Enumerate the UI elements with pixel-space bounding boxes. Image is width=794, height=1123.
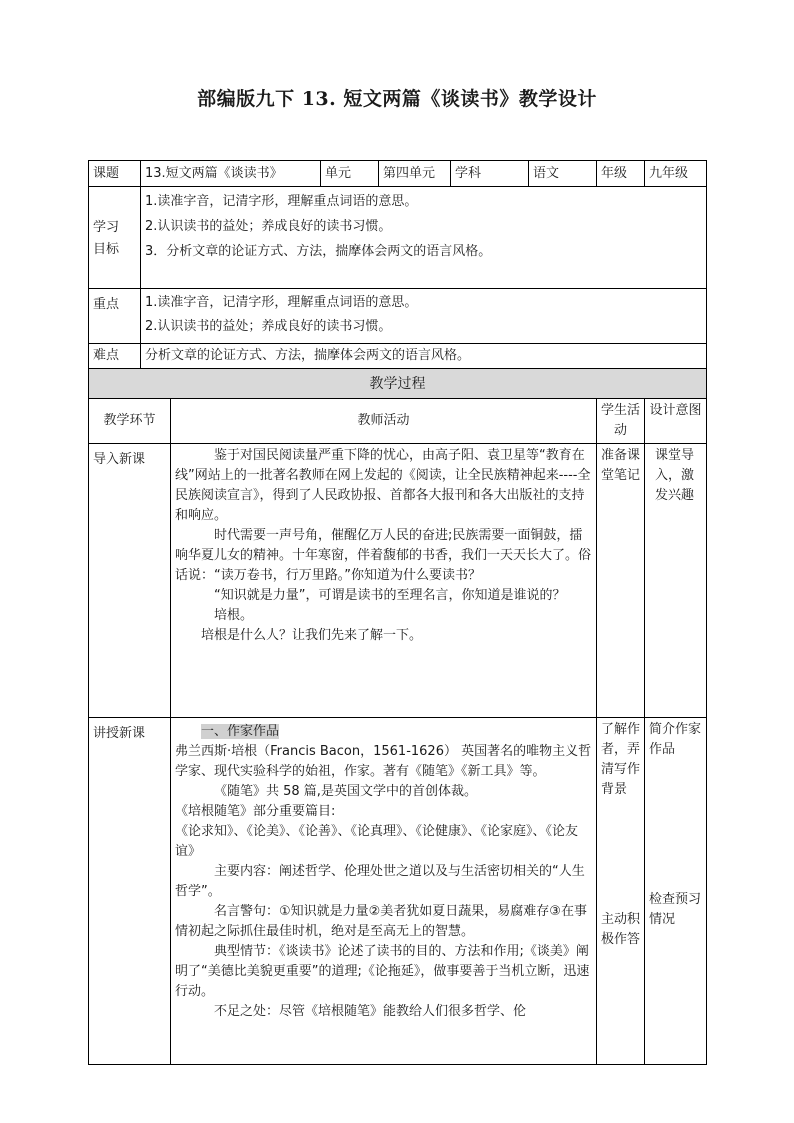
lesson-plan-table: [88, 160, 707, 1065]
design-intent-2: 检查预习情况: [649, 892, 702, 927]
student-activity-1: 了解作者，弄清写作背景: [601, 722, 641, 797]
section-heading: [175, 722, 592, 742]
student-activity: 准备课堂笔记: [597, 444, 645, 718]
goals-label-line-2: 目标: [93, 242, 120, 257]
teacher-activity: [171, 444, 597, 718]
grade-key: 年级: [597, 161, 645, 187]
keypoint-item: 2.认识读书的益处；养成良好的读书习惯。: [145, 319, 392, 334]
difficulty-row: [89, 344, 707, 369]
teacher-paragraph: 典型情节：《谈读书》论述了读书的目的、方法和作用;《谈美》阐明了“美德比美貌更重要”的道理;《论拖延》，做事要善于当机立断，迅速行动。: [175, 944, 590, 999]
subject-key: 学科: [451, 161, 529, 187]
unit-value: 第四单元: [379, 161, 451, 187]
goals-label-line-1: 学习: [93, 220, 120, 235]
col-intent-header: 设计意图: [645, 399, 707, 444]
stage-label: 导入新课: [89, 444, 171, 718]
subject-value: 语文: [529, 161, 597, 187]
unit-key: 单元: [321, 161, 379, 187]
goals-row: [89, 187, 707, 289]
teacher-paragraph: 培根是什么人？让我们先来了解一下。: [201, 628, 423, 643]
document-title: 部编版九下 13. 短文两篇《谈读书》教学设计: [197, 88, 597, 110]
teacher-paragraph: 名言警句：①知识就是力量②美者犹如夏日蔬果，易腐难存③在事情初起之际抓住最佳时机，绝对是至高无上的智慧。: [175, 904, 587, 939]
goal-item: 2.认识读书的益处；养成良好的读书习惯。: [145, 219, 392, 234]
grade-value: 九年级: [645, 161, 707, 187]
teacher-paragraph: 主要内容：阐述哲学、伦理处世之道以及与生活密切相关的“人生哲学”。: [175, 864, 585, 899]
design-intent: 课堂导入，激发兴趣: [645, 444, 707, 718]
topic-key: 课题: [89, 161, 141, 187]
process-header: 教学过程: [89, 369, 707, 399]
teacher-paragraph: 时代需要一声号角，催醒亿万人民的奋进;民族需要一面铜鼓，擂响华夏儿女的精神。十年寒窗，伴着馥郁的书香，我们一天天长大了。俗话说：“读万卷书，行万里路。”你知道为什么要读书？: [175, 528, 592, 583]
design-intent-1: 简介作家作品: [649, 722, 702, 757]
keypoints-row: [89, 289, 707, 344]
keypoints-content: [141, 289, 707, 344]
teacher-activity: [171, 718, 597, 1065]
teacher-paragraph: 不足之处：尽管《培根随笔》能教给人们很多哲学、伦: [214, 1004, 527, 1019]
keypoint-item: 1.读准字音，记清字形，理解重点词语的意思。: [145, 295, 418, 310]
student-activity: [597, 718, 645, 1065]
col-student-header: 学生活动: [597, 399, 645, 444]
stage-label: 讲授新课: [89, 718, 171, 1065]
goals-label: [89, 187, 141, 289]
difficulty-content: 分析文章的论证方式、方法，揣摩体会两文的语言风格。: [141, 344, 707, 369]
goals-content: [141, 187, 707, 289]
keypoints-label: 重点: [89, 289, 141, 344]
teacher-paragraph: 《培根随笔》部分重要篇目:: [175, 804, 336, 819]
teacher-paragraph: 弗兰西斯·培根（Francis Bacon，1561-1626） 英国著名的唯物主义哲学家、现代实验科学的始祖，作家。著有《随笔》《新工具》等。: [175, 744, 592, 779]
teacher-paragraph: “知识就是力量”，可谓是读书的至理名言，你知道是谁说的？: [214, 588, 566, 603]
process-header-row: [89, 369, 707, 399]
difficulty-label: 难点: [89, 344, 141, 369]
teacher-paragraph: 《随笔》共 58 篇,是英国文学中的首创体裁。: [214, 784, 477, 799]
goal-item: 1.读准字音，记清字形，理解重点词语的意思。: [145, 194, 418, 209]
teacher-paragraph: 培根。: [214, 608, 254, 623]
student-activity-2: 主动积极作答: [601, 912, 641, 947]
teacher-paragraph: 鉴于对国民阅读量严重下降的忧心，由高子阳、袁卫星等“教育在线”网站上的一批著名教师在网上发起的《阅读，让全民族精神起来----全民族阅读宣言》，得到了人民政协报、首都各大报刊和各大出版社的支持和响应。: [175, 448, 591, 523]
stage-row-lecture: [89, 718, 707, 1065]
section-heading-text: 一、作家作品: [201, 724, 280, 739]
teacher-paragraph: 《论求知》、《论美》、《论善》、《论真理》、《论健康》、《论家庭》、《论友谊》: [175, 824, 579, 859]
goal-item: 3．分析文章的论证方式、方法，揣摩体会两文的语言风格。: [145, 244, 492, 259]
process-columns-row: [89, 399, 707, 444]
col-teacher-header: 教师活动: [171, 399, 597, 444]
design-intent: [645, 718, 707, 1065]
topic-value: 13.短文两篇《谈读书》: [141, 161, 321, 187]
col-stage-header: 教学环节: [89, 399, 171, 444]
stage-row-intro: [89, 444, 707, 718]
info-row: [89, 161, 707, 187]
